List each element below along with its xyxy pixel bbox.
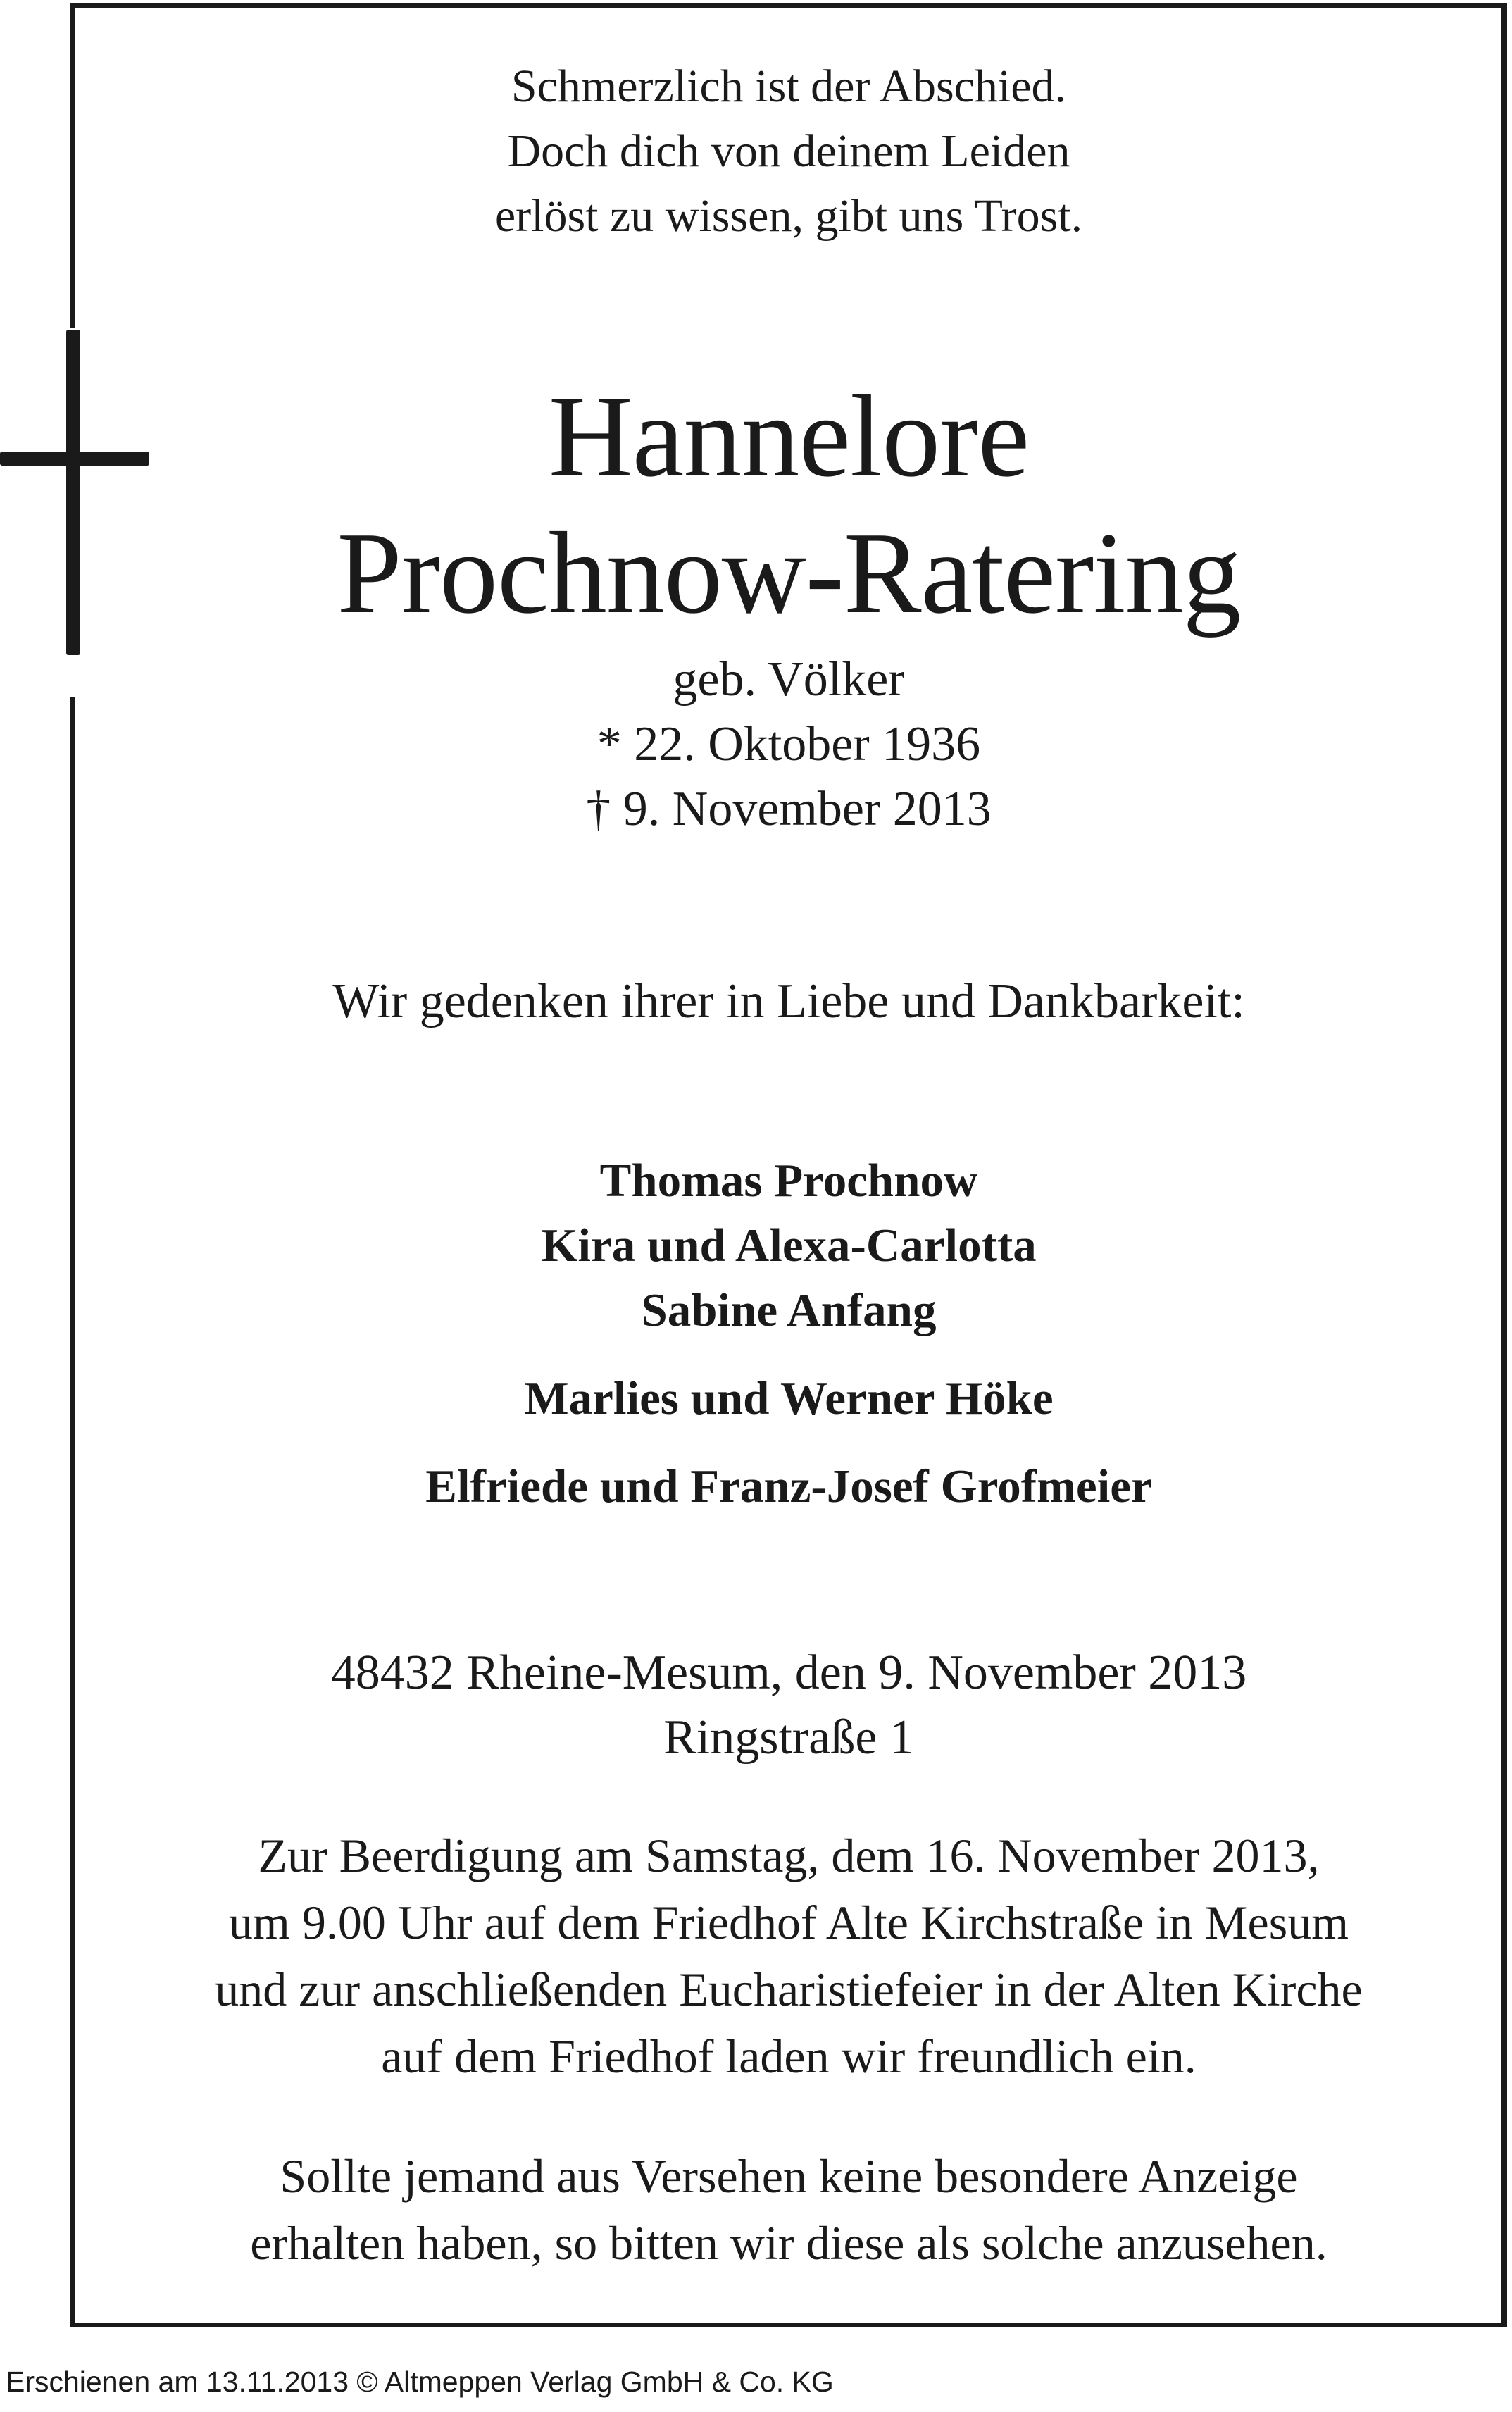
birth-date: * 22. Oktober 1936 [596, 717, 981, 771]
motto-line-1: Schmerzlich ist der Abschied. [511, 61, 1067, 112]
mourner-line: Sabine Anfang [641, 1284, 937, 1336]
frame-left-border-upper [70, 3, 75, 328]
funeral-info-line: Zur Beerdigung am Samstag, dem 16. November 2013, [258, 1829, 1320, 1882]
death-date: † 9. November 2013 [586, 782, 992, 836]
mourner-line: Thomas Prochnow [599, 1155, 978, 1207]
remembrance-intro: Wir gedenken ihrer in Liebe und Dankbarkeit: [332, 974, 1245, 1028]
motto-line-2: Doch dich von deinem Leiden [507, 125, 1070, 177]
place-and-date: 48432 Rheine-Mesum, den 9. November 2013 [330, 1646, 1247, 1700]
notice-note-line: Sollte jemand aus Versehen keine besondere Anzeige [280, 2149, 1298, 2203]
frame-top-border [70, 3, 1507, 8]
frame-left-border-lower [70, 697, 75, 2327]
deceased-last-name: Prochnow-Ratering [337, 508, 1241, 638]
funeral-info-line: und zur anschließenden Eucharistiefeier in der Alten Kirche [215, 1963, 1363, 2016]
mourner-line: Kira und Alexa-Carlotta [541, 1219, 1037, 1272]
frame-bottom-border [70, 2323, 1507, 2327]
frame-right-border [1501, 3, 1507, 2327]
motto-line-3: erlöst zu wissen, gibt uns Trost. [494, 190, 1083, 242]
notice-note-line: erhalten haben, so bitten wir diese als solche anzusehen. [250, 2216, 1327, 2270]
cross-icon-vertical-bar [66, 330, 80, 655]
street-address: Ringstraße 1 [663, 1710, 914, 1765]
mourner-line: Elfriede und Franz-Josef Grofmeier [425, 1460, 1152, 1512]
deceased-first-name: Hannelore [548, 371, 1030, 501]
funeral-info-line: um 9.00 Uhr auf dem Friedhof Alte Kirchstraße in Mesum [228, 1896, 1349, 1949]
mourner-line: Marlies und Werner Höke [524, 1372, 1054, 1424]
publication-credit: Erschienen am 13.11.2013 © Altmeppen Verlag GmbH & Co. KG [6, 2366, 834, 2398]
funeral-info-line: auf dem Friedhof laden wir freundlich ein. [381, 2029, 1197, 2083]
maiden-name: geb. Völker [673, 652, 905, 707]
